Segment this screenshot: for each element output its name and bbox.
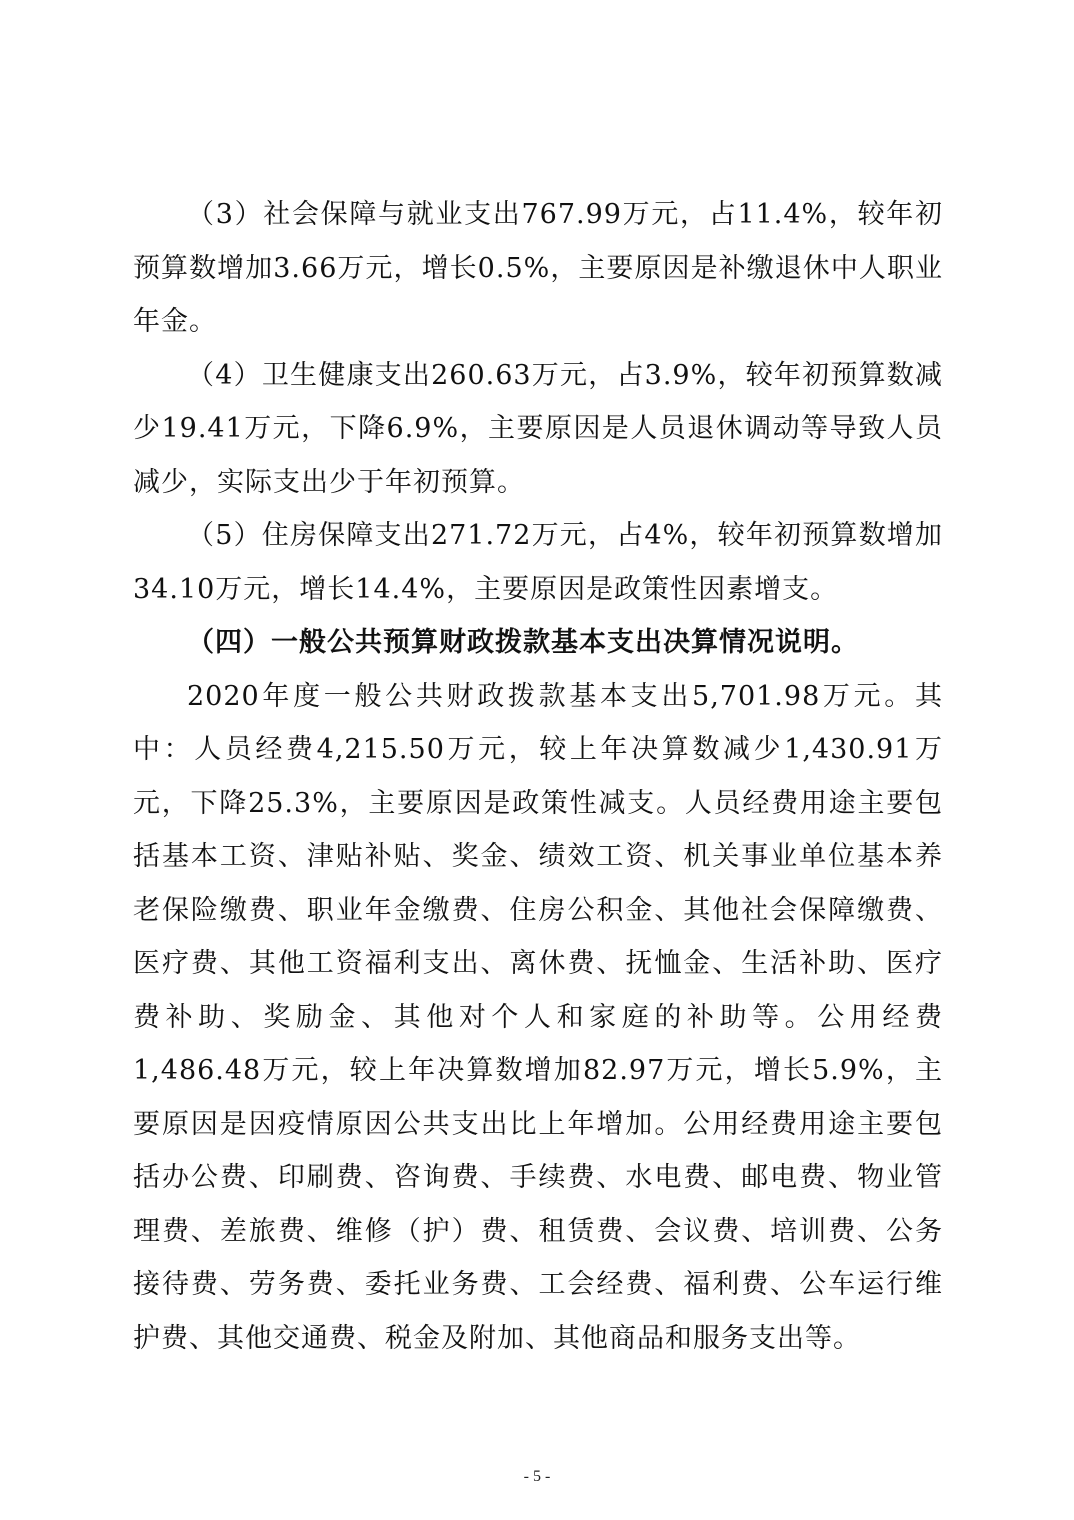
- document-body: [133, 188, 943, 1365]
- paragraph-health: （4）卫生健康支出260.63万元，占3.9%，较年初预算数减少19.41万元，下降6.9%，主要原因是人员退休调动等导致人员减少，实际支出少于年初预算。: [133, 359, 943, 498]
- paragraph-basic-expenditure: 2020年度一般公共财政拨款基本支出5,701.98万元。其中：人员经费4,215.50万元，较上年决算数减少1,430.91万元，下降25.3%，主要原因是政策性减支。人员经费用途主要包括基本工资、津贴补贴、奖金、绩效工资、机关事业单位基本养老保险缴费、职业年金缴费、住房公积金、其他社会保障缴费、医疗费、其他工资福利支出、离休费、抚恤金、生活补助、医疗费补助、奖励金、其他对个人和家庭的补助等。公用经费1,486.48万元，较上年决算数增加82.97万元，增长5.9%，主要原因是因疫情原因公共支出比上年增加。公用经费用途主要包括办公费、印刷费、咨询费、手续费、水电费、邮电费、物业管理费、差旅费、维修（护）费、租赁费、会议费、培训费、公务接待费、劳务费、委托业务费、工会经费、福利费、公车运行维护费、其他交通费、税金及附加、其他商品和服务支出等。: [133, 680, 943, 1354]
- section-heading: （四）一般公共预算财政拨款基本支出决算情况说明。: [187, 627, 859, 658]
- page-number: - 5 -: [523, 1468, 551, 1485]
- paragraph-social-security: （3）社会保障与就业支出767.99万元，占11.4%，较年初预算数增加3.66万元，增长0.5%，主要原因是补缴退休中人职业年金。: [133, 199, 943, 337]
- paragraph-housing: （5）住房保障支出271.72万元，占4%，较年初预算数增加34.10万元，增长14.4%，主要原因是政策性因素增支。: [133, 520, 943, 605]
